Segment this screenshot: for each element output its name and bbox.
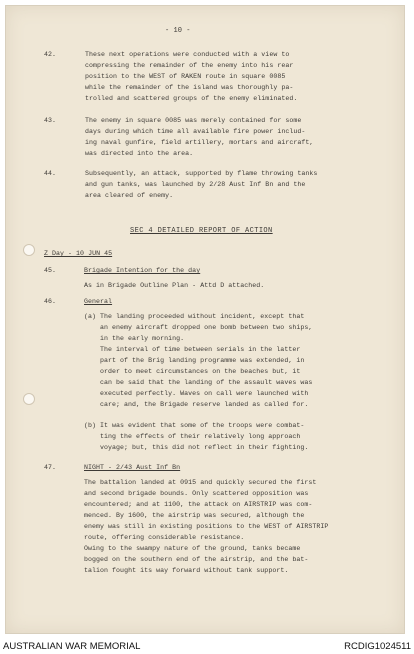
para-line: days during which time all available fire power includ-: [85, 128, 306, 135]
para-line: route, offering considerable resistance.: [84, 534, 245, 541]
para-line: enemy was still in existing positions to the WEST of AIRSTRIP: [84, 523, 329, 530]
archive-name: AUSTRALIAN WAR MEMORIAL: [3, 641, 141, 652]
punch-hole: [23, 244, 35, 256]
para-line: compressing the remainder of the enemy into his rear: [85, 62, 294, 69]
para-line: Subsequently, an attack, supported by flame throwing tanks: [85, 170, 318, 177]
para-line: and gun tanks, was launched by 2/28 Aust Inf Bn and the: [85, 181, 306, 188]
para-line: part of the Brig landing programme was extended, in: [100, 357, 305, 364]
para-line: The enemy in square 0085 was merely contained for some: [85, 117, 302, 124]
para-line: Owing to the swampy nature of the ground, tanks became: [84, 545, 301, 552]
para-line: executed perfectly. Waves on call were launched with: [100, 390, 309, 397]
para-number: 47.: [44, 464, 57, 471]
para-line: As in Brigade Outline Plan - Attd D attached.: [84, 282, 265, 289]
para-line: ing naval gunfire, field artillery, mortars and aircraft,: [85, 139, 314, 146]
punch-hole: [23, 393, 35, 405]
para-line: encountered; and at 1100, the attack on AIRSTRIP was com-: [84, 501, 313, 508]
para-number: 42.: [44, 51, 57, 58]
para-title: Brigade Intention for the day: [84, 267, 201, 274]
section-heading: SEC 4 DETAILED REPORT OF ACTION: [130, 227, 273, 235]
para-line: voyage; but, this did not reflect in their fighting.: [100, 444, 309, 451]
para-line: ting the effects of their relatively long approach: [100, 433, 301, 440]
para-line: talion fought its way forward without tank support.: [84, 567, 289, 574]
para-number: 43.: [44, 117, 57, 124]
para-title: General: [84, 298, 113, 305]
para-line: care; and, the Brigade reserve landed as called for.: [100, 401, 309, 408]
para-line: It was evident that some of the troops were combat-: [100, 422, 305, 429]
para-line: bogged on the southern end of the airstrip, and the bat-: [84, 556, 309, 563]
para-line: was directed into the area.: [85, 150, 194, 157]
para-number: 44.: [44, 170, 57, 177]
para-line: trolled and scattered groups of the enemy eliminated.: [85, 95, 298, 102]
day-heading: Z Day - 10 JUN 45: [44, 250, 113, 257]
para-line: area cleared of enemy.: [85, 192, 174, 199]
para-line: The battalion landed at 0915 and quickly secured the first: [84, 479, 317, 486]
subpara-label: (b): [84, 422, 97, 429]
para-line: in the early morning.: [100, 335, 185, 342]
para-line: can be said that the landing of the assault waves was: [100, 379, 313, 386]
para-line: position to the WEST of RAKEN route in square 0085: [85, 73, 286, 80]
para-line: order to meet circumstances on the beaches but, it: [100, 368, 301, 375]
para-line: The landing proceeded without incident, except that: [100, 313, 305, 320]
para-line: and second brigade bounds. Only scattered opposition was: [84, 490, 309, 497]
subpara-label: (a): [84, 313, 97, 320]
para-title: NIGHT - 2/43 Aust Inf Bn: [84, 464, 181, 471]
para-number: 46.: [44, 298, 57, 305]
para-line: an enemy aircraft dropped one bomb between two ships,: [100, 324, 313, 331]
page-number: - 10 -: [165, 27, 191, 35]
para-number: 45.: [44, 267, 57, 274]
para-line: while the remainder of the island was thoroughly pa-: [85, 84, 294, 91]
para-line: menced. By 1600, the airstrip was secured, although the: [84, 512, 305, 519]
record-id: RCDIG1024511: [344, 641, 411, 652]
footer-bar: [0, 637, 414, 654]
para-line: These next operations were conducted with a view to: [85, 51, 290, 58]
para-line: The interval of time between serials in the latter: [100, 346, 301, 353]
